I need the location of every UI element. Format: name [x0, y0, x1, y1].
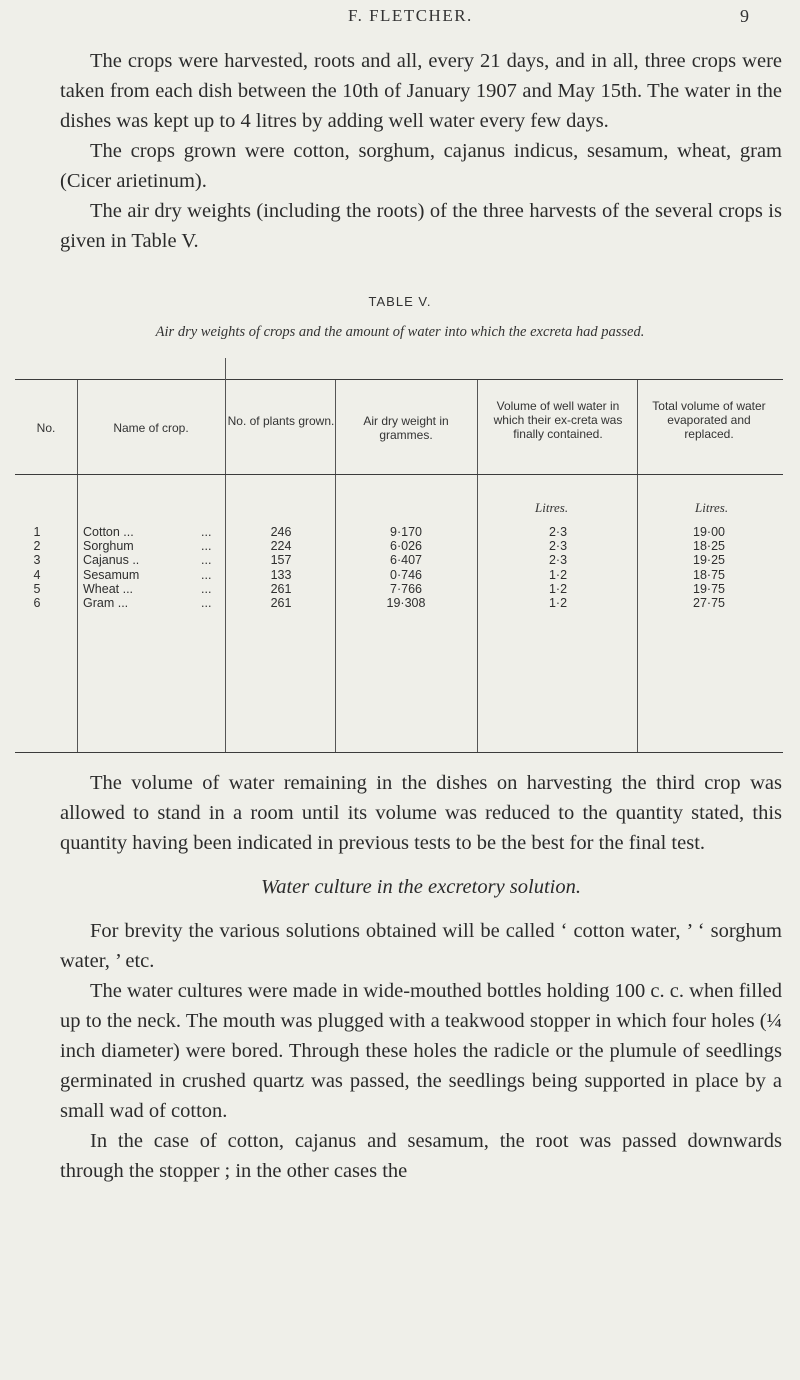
paragraph-brevity: For brevity the various solutions obtained will be called ‘ cotton water, ’ ‘ sorghum water, ’ etc. — [60, 920, 782, 972]
cell-plants: 133 — [270, 567, 292, 582]
cell-name: Sorghum — [83, 539, 134, 554]
cell-volume: 1·2 — [548, 596, 568, 610]
table-bottom-rule — [15, 752, 783, 753]
header-plants: No. of plants grown. — [227, 414, 335, 428]
cell-no: 2 — [33, 539, 41, 554]
paragraph-volume-remaining: The volume of water remaining in the dishes on harvesting the third crop was allowed to stand in a room until its volume was reduced to the quantity stated, this quantity having been indicated in previous tests to be the best for the final test. — [60, 772, 782, 854]
column-divider — [225, 358, 226, 752]
cell-name: Cotton ... — [83, 525, 134, 539]
cell-volume: 1·2 — [548, 581, 568, 596]
paragraph-air-dry: The air dry weights (including the roots) of the three harvests of the several crops is given in Table V. — [60, 200, 782, 252]
cell-volume: 2·3 — [548, 525, 568, 539]
cell-total: 18·25 — [693, 539, 725, 554]
cell-total: 19·75 — [693, 581, 725, 596]
header-no: No. — [36, 421, 56, 435]
table-top-rule — [15, 379, 783, 380]
cell-volume: 1·2 — [548, 567, 568, 582]
column-divider — [77, 380, 78, 752]
cell-total: 19·25 — [693, 553, 725, 568]
cell-weight: 0·746 — [390, 567, 422, 582]
header-name: Name of crop. — [113, 421, 189, 435]
after-table-text — [60, 768, 782, 1186]
cell-plants: 246 — [270, 525, 292, 539]
table-title: TABLE V. — [368, 294, 432, 309]
cell-total: 27·75 — [693, 596, 725, 610]
cell-weight: 19·308 — [386, 596, 426, 610]
cell-plants: 261 — [270, 581, 292, 596]
cell-total: 18·75 — [693, 567, 725, 582]
cell-name: Wheat ... — [83, 581, 134, 596]
cell-volume: 2·3 — [548, 553, 568, 568]
cell-plants: 157 — [270, 553, 292, 568]
header-rule — [15, 474, 783, 475]
cell-dots: ... — [201, 596, 212, 610]
running-head-author: F. FLETCHER. — [348, 6, 473, 25]
cell-dots: ... — [201, 525, 212, 539]
cell-name: Sesamum — [83, 567, 140, 582]
section-subheading: Water culture in the excretory solution. — [261, 876, 581, 898]
cell-weight: 9·170 — [390, 525, 422, 539]
paragraph-root-passage: In the case of cotton, cajanus and sesamum, the root was passed downwards through the stopper ; in the other cases the — [60, 1130, 782, 1182]
cell-weight: 7·766 — [390, 581, 422, 596]
cell-no: 6 — [33, 596, 41, 610]
paragraph-harvest: The crops were harvested, roots and all, every 21 days, and in all, three crops were taken from each dish between the 10th of January 1907 and May 15th. The water in the dishes was kept up to 4 litres by adding well water every few days. — [60, 50, 782, 132]
header-total: Total volume of water evaporated and replaced. — [652, 399, 766, 441]
cell-dots: ... — [201, 581, 212, 596]
column-divider — [335, 380, 336, 752]
column-divider — [477, 380, 478, 752]
cell-volume: 2·3 — [548, 539, 568, 554]
cell-plants: 261 — [270, 596, 292, 610]
unit-volume: Litres. — [535, 500, 569, 515]
table-v — [15, 358, 783, 768]
cell-no: 3 — [33, 553, 41, 568]
cell-no: 1 — [33, 525, 41, 539]
header-weight: Air dry weight in grammes. — [363, 414, 449, 442]
cell-dots: ... — [201, 567, 212, 582]
page-number: 9 — [740, 6, 749, 26]
column-divider — [637, 380, 638, 752]
cell-plants: 224 — [270, 539, 292, 554]
cell-name: Cajanus .. — [83, 553, 140, 568]
cell-total: 19·00 — [693, 525, 725, 539]
cell-dots: ... — [201, 539, 212, 554]
cell-weight: 6·026 — [390, 539, 422, 554]
paragraph-crops-grown: The crops grown were cotton, sorghum, cajanus indicus, sesamum, wheat, gram (Cicer arietinum). — [60, 140, 782, 192]
unit-total: Litres. — [695, 500, 729, 515]
header-volume: Volume of well water in which their ex-creta was finally contained. — [493, 399, 623, 441]
intro-text — [60, 46, 782, 256]
cell-no: 4 — [33, 567, 41, 582]
running-head — [0, 6, 800, 30]
cell-weight: 6·407 — [390, 553, 422, 568]
table-caption: Air dry weights of crops and the amount of water into which the excreta had passed. — [155, 324, 645, 340]
cell-dots: ... — [201, 553, 212, 568]
cell-name: Gram ... — [83, 596, 129, 610]
cell-no: 5 — [33, 581, 41, 596]
paragraph-water-cultures: The water cultures were made in wide-mouthed bottles holding 100 c. c. when filled up to the neck. The mouth was plugged with a teakwood stopper in which four holes (¼ inch diameter) were bored. Through these holes the radicle or the plumule of seedlings germinated in crushed quartz was passed, the seedlings being supported in place by a small wad of cotton. — [60, 980, 782, 1122]
